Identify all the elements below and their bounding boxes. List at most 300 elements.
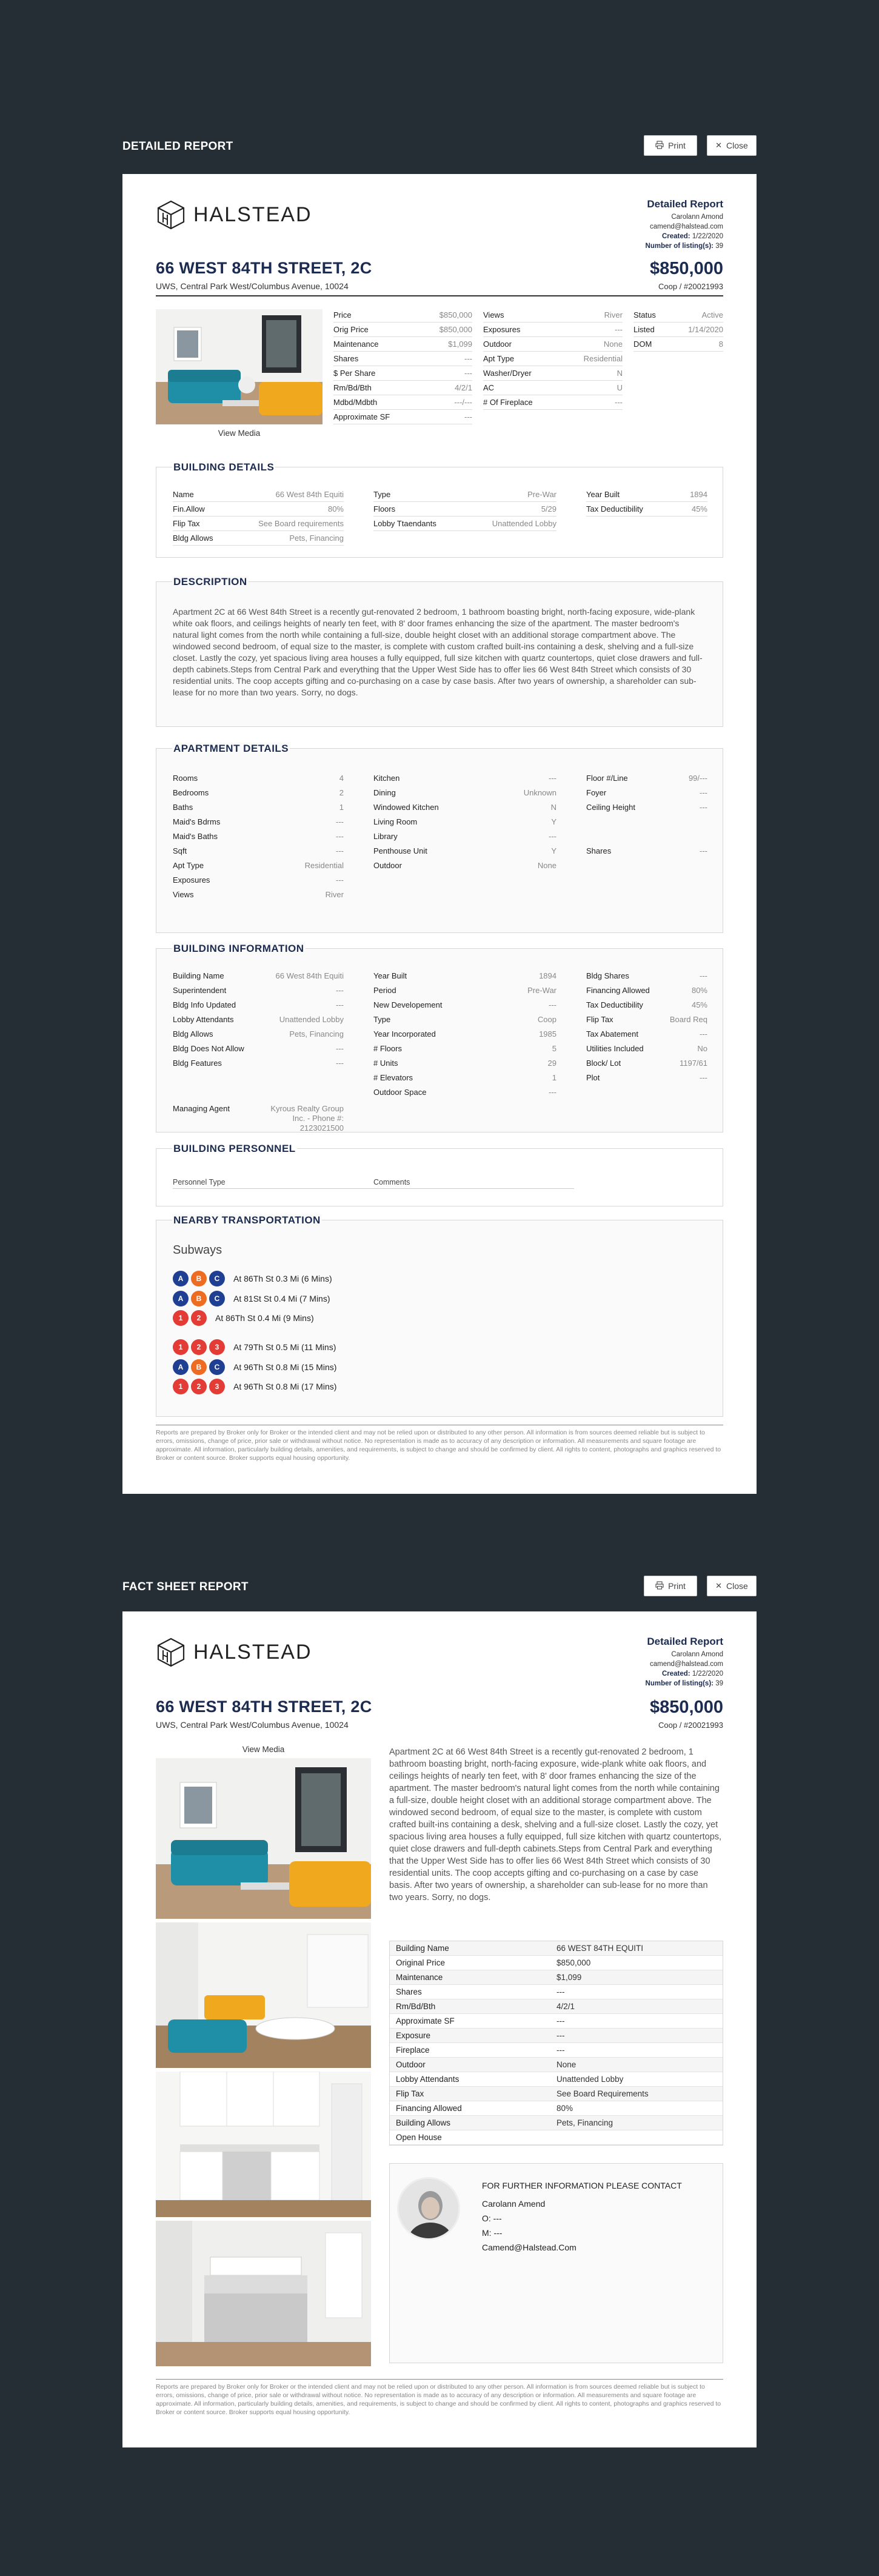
summary-label: Status: [633, 310, 656, 319]
building-detail-value: 66 West 84th Equiti: [275, 490, 344, 499]
building-detail-label: Type: [373, 490, 391, 499]
summary-row: [333, 381, 472, 395]
fact-row: [390, 2043, 723, 2058]
subway-line-badge-icon: 1: [173, 1339, 189, 1355]
listings-label: Number of listing(s):: [645, 1680, 714, 1687]
fact-label: Flip Tax: [396, 2089, 424, 2098]
print-button[interactable]: [644, 135, 697, 156]
summary-value: ---/---: [454, 398, 472, 407]
apartment-detail-row: [173, 800, 344, 814]
summary-row: [633, 308, 723, 323]
summary-value: U: [617, 383, 623, 392]
summary-row: [483, 381, 623, 395]
view-media-link[interactable]: View Media: [218, 429, 261, 438]
halstead-cube-icon: [156, 199, 186, 230]
fact-photo-living-room[interactable]: [156, 1758, 371, 1919]
summary-value: ---: [464, 354, 472, 363]
building-info-row: [173, 1041, 344, 1055]
listing-price: $850,000: [650, 1698, 723, 1717]
building-information-title: BUILDING INFORMATION: [173, 943, 304, 954]
building-info-label: # Units: [373, 1058, 398, 1068]
created-date: 1/22/2020: [692, 233, 723, 240]
building-personnel-title: BUILDING PERSONNEL: [173, 1143, 296, 1154]
fact-label: Maintenance: [396, 1973, 443, 1982]
summary-value: 8: [718, 340, 723, 349]
agent-name: Carolann Amond: [671, 1651, 723, 1658]
subway-station-row: [173, 1359, 336, 1375]
building-info-row: [373, 1055, 556, 1070]
fact-photo-kitchen[interactable]: [156, 2072, 371, 2217]
summary-label: Mdbd/Mdbth: [333, 398, 378, 407]
building-detail-label: Year Built: [586, 490, 620, 499]
apartment-detail-value: ---: [549, 831, 556, 841]
apartment-detail-value: ---: [336, 817, 344, 826]
summary-value: $1,099: [448, 340, 472, 349]
building-info-row: [586, 997, 707, 1012]
agent-name: Carolann Amond: [671, 213, 723, 221]
building-detail-row: [173, 487, 344, 502]
summary-row: [333, 308, 472, 323]
fact-label: Open House: [396, 2133, 442, 2142]
summary-row: [333, 337, 472, 352]
listing-coop-id: Coop / #20021993: [658, 282, 723, 291]
summary-value: River: [604, 310, 623, 319]
apartment-detail-label: Dining: [373, 788, 396, 797]
apartment-detail-label: Living Room: [373, 817, 418, 826]
fact-value: ---: [556, 2031, 565, 2040]
apartment-detail-label: Kitchen: [373, 773, 400, 783]
summary-row: [483, 323, 623, 337]
building-info-row: [586, 1070, 707, 1085]
apartment-detail-value: ---: [336, 875, 344, 885]
apartment-detail-row: [373, 843, 556, 858]
fact-label: Fireplace: [396, 2046, 430, 2055]
fact-row: [390, 2101, 723, 2116]
building-info-row: [586, 1012, 707, 1026]
building-info-row: [373, 1012, 556, 1026]
building-info-value: Board Req: [669, 1014, 707, 1024]
fact-label: Outdoor: [396, 2060, 426, 2069]
listing-neighborhood: UWS, Central Park West/Columbus Avenue, 10024: [156, 1720, 349, 1730]
summary-label: Listed: [633, 325, 655, 334]
fact-label: Exposure: [396, 2031, 431, 2040]
summary-value: ---: [464, 412, 472, 421]
fact-row: [390, 2130, 723, 2145]
subway-station-row: [173, 1271, 332, 1286]
fact-value: 66 WEST 84TH EQUITI: [556, 1944, 644, 1953]
apartment-detail-value: None: [537, 860, 556, 870]
managing-agent-line: Kyrous Realty Group: [270, 1104, 344, 1113]
subway-station-label: At 96Th St 0.8 Mi (17 Mins): [233, 1382, 337, 1391]
building-detail-label: Flip Tax: [173, 519, 200, 528]
building-info-row: [586, 1026, 707, 1041]
printer-icon: [655, 1581, 664, 1591]
subway-line-badge-icon: B: [191, 1359, 207, 1375]
building-personnel-section: [156, 1143, 723, 1206]
summary-row: [333, 366, 472, 381]
apartment-detail-row: [586, 771, 707, 785]
apartment-detail-label: Foyer: [586, 788, 607, 797]
building-detail-row: [586, 502, 707, 517]
subway-station-label: At 86Th St 0.4 Mi (9 Mins): [215, 1313, 314, 1323]
fact-row: [390, 1941, 723, 1956]
building-info-row: [173, 1055, 344, 1070]
subway-line-badge-icon: C: [209, 1291, 225, 1306]
building-detail-row: [373, 502, 556, 517]
apartment-detail-label: Ceiling Height: [586, 802, 635, 812]
building-info-label: Bldg Allows: [173, 1029, 213, 1039]
building-detail-value: See Board requirements: [258, 519, 344, 528]
building-info-value: ---: [336, 1000, 344, 1009]
fact-row: [390, 2072, 723, 2087]
fact-photo-bedroom[interactable]: [156, 2221, 371, 2366]
header-divider: [156, 295, 723, 296]
building-info-row: [373, 1070, 556, 1085]
apartment-details-title: APARTMENT DETAILS: [173, 743, 289, 754]
fact-label: Approximate SF: [396, 2016, 455, 2026]
nearby-transportation-section: [156, 1214, 723, 1417]
apartment-detail-value: ---: [336, 831, 344, 841]
building-info-row: [173, 983, 344, 997]
apartment-detail-label: Sqft: [173, 846, 187, 855]
apartment-detail-label: Rooms: [173, 773, 198, 783]
building-detail-label: Lobby Ttaendants: [373, 519, 436, 528]
summary-label: Washer/Dryer: [483, 369, 532, 378]
summary-label: Approximate SF: [333, 412, 390, 421]
contact-card: [389, 2163, 723, 2363]
building-info-label: Lobby Attendants: [173, 1014, 234, 1024]
summary-label: Rm/Bd/Bth: [333, 383, 372, 392]
building-info-label: New Developement: [373, 1000, 443, 1009]
building-detail-value: 5/29: [541, 504, 556, 514]
apartment-detail-label: Library: [373, 831, 398, 841]
subway-line-badge-icon: 1: [173, 1379, 189, 1394]
printer-icon: [655, 141, 664, 151]
apartment-detail-value: ---: [700, 788, 707, 797]
apartment-detail-label: Outdoor: [373, 860, 402, 870]
subway-station-label: At 79Th St 0.5 Mi (11 Mins): [233, 1342, 336, 1352]
building-info-label: Superintendent: [173, 985, 227, 995]
building-info-label: Bldg Info Updated: [173, 1000, 236, 1009]
summary-row: [333, 323, 472, 337]
fact-sheet-header: [122, 1576, 757, 1597]
contact-email[interactable]: Camend@Halstead.Com: [482, 2243, 577, 2252]
building-info-row: [373, 1026, 556, 1041]
building-detail-row: [373, 517, 556, 531]
subway-line-badge-icon: B: [191, 1271, 207, 1286]
fact-value: Unattended Lobby: [556, 2075, 624, 2084]
summary-label: Exposures: [483, 325, 521, 334]
building-detail-value: Pets, Financing: [289, 534, 344, 543]
building-detail-row: [173, 531, 344, 546]
summary-value: $850,000: [439, 325, 472, 334]
building-info-row: [173, 997, 344, 1012]
building-info-value: 80%: [691, 985, 707, 995]
summary-value: Residential: [583, 354, 623, 363]
building-info-row: [173, 968, 344, 983]
building-info-label: Type: [373, 1014, 391, 1024]
apartment-detail-row: [173, 843, 344, 858]
building-detail-row: [173, 502, 344, 517]
fact-label: Building Allows: [396, 2118, 451, 2127]
building-detail-row: [173, 517, 344, 531]
building-info-value: ---: [336, 1058, 344, 1068]
apartment-detail-label: Maid's Bdrms: [173, 817, 221, 826]
close-label: Close: [726, 1581, 748, 1591]
building-info-label: Bldg Features: [173, 1058, 222, 1068]
apartment-detail-label: Views: [173, 889, 194, 899]
building-info-value: 1985: [539, 1029, 556, 1039]
print-label: Print: [668, 141, 686, 150]
summary-row: [483, 337, 623, 352]
apartment-detail-value: ---: [336, 846, 344, 855]
apartment-detail-row: [173, 887, 344, 902]
apartment-detail-row: [373, 829, 556, 843]
apartment-detail-row: [586, 800, 707, 814]
managing-agent-value: [270, 1104, 344, 1133]
listing-address: 66 WEST 84TH STREET, 2C: [156, 259, 372, 277]
fact-value: 4/2/1: [556, 2002, 575, 2011]
close-icon: ✕: [715, 1581, 723, 1590]
close-button[interactable]: [707, 135, 757, 156]
close-button[interactable]: [707, 1576, 757, 1596]
halstead-logo: [156, 1637, 312, 1667]
summary-row: [483, 366, 623, 381]
contact-name: Carolann Amend: [482, 2199, 546, 2209]
building-info-label: Tax Abatement: [586, 1029, 638, 1039]
building-info-value: 1894: [539, 971, 556, 980]
building-detail-label: Floors: [373, 504, 396, 514]
building-info-value: ---: [549, 1087, 556, 1097]
apartment-detail-row: [373, 858, 556, 872]
agent-email: camend@halstead.com: [650, 223, 723, 230]
building-detail-label: Tax Deductibility: [586, 504, 643, 514]
halstead-logo: [156, 199, 312, 230]
building-info-row: [586, 983, 707, 997]
building-info-label: Utilities Included: [586, 1043, 644, 1053]
apartment-detail-row: [173, 872, 344, 887]
listing-coop-id: Coop / #20021993: [658, 1721, 723, 1730]
listing-price: $850,000: [650, 259, 723, 278]
managing-agent-row: [173, 1104, 344, 1133]
summary-row: [333, 352, 472, 366]
apartment-detail-value: ---: [700, 802, 707, 812]
building-info-value: ---: [700, 971, 707, 980]
building-info-value: 45%: [691, 1000, 707, 1009]
building-info-value: 66 West 84th Equiti: [275, 971, 344, 980]
summary-label: Price: [333, 310, 352, 319]
subway-line-badge-icon: 3: [209, 1339, 225, 1355]
fact-description-text: Apartment 2C at 66 West 84th Street is a recently gut-renovated 2 bedroom, 1 bathroom boasting bright, north-facing exposure, wide-plank white oak floors, and ceilings heights of nearly ten feet, with 8' door frames enhancing the size of the apartment. The master bedroom's natural light comes from the north while containing a full-size, double height closet with an additional storage compartment above. The windowed second bedroom, of equal size to the master, is complete with custom crafted built-ins containing a desk, shelving and a full-size closet. Lastly the cozy, yet spacious living area houses a fully equipped, full size kitchen with quartz countertops, quiet close drawers and full-depth cabinets.Steps from Central Park and everything that the Upper West Side has to offer lies 66 West 84th Street which consists of 30 residential units. The coop accepts gifting and co-purchasing on a case by case basis. After two years of ownership, a shareholder can sub-lease for no more than two years. Sorry, no dogs.: [389, 1747, 722, 1902]
building-details-section: [156, 461, 723, 558]
building-info-row: [173, 1026, 344, 1041]
apartment-detail-row: [586, 785, 707, 800]
apartment-detail-value: 99/---: [688, 773, 707, 783]
apartment-detail-label: Shares: [586, 846, 612, 855]
building-detail-label: Name: [173, 490, 194, 499]
building-info-label: Building Name: [173, 971, 224, 980]
building-info-row: [586, 1055, 707, 1070]
building-details-title: BUILDING DETAILS: [173, 461, 275, 473]
fact-value: ---: [556, 2016, 565, 2026]
building-info-row: [173, 1012, 344, 1026]
building-info-row: [373, 1085, 556, 1099]
building-detail-value: Pre-War: [527, 490, 556, 499]
fact-row: [390, 2087, 723, 2101]
building-info-label: Year Incorporated: [373, 1029, 436, 1039]
description-text: Apartment 2C at 66 West 84th Street is a recently gut-renovated 2 bedroom, 1 bathroom boasting bright, north-facing exposure, wide-plank white oak floors, and ceilings heights of nearly ten feet, with 8' door frames enhancing the size of the apartment. The master bedroom's natural light comes from the north while containing a full-size, double height closet with an additional storage compartment above. The windowed second bedroom, of equal size to the master, is complete with custom crafted built-ins containing a desk, shelving and a full-size closet. Lastly the cozy, yet spacious living area houses a fully equipped, full size kitchen with quartz countertops, quiet close drawers and full-depth cabinets.Steps from Central Park and everything that the Upper West Side has to offer lies 66 West 84th Street which consists of 30 residential units. The coop accepts gifting and co-purchasing on a case by case basis. After two years of ownership, a shareholder can sub-lease for no more than two years. Sorry, no dogs.: [173, 607, 703, 697]
building-info-row: [586, 1041, 707, 1055]
subway-station-row: [173, 1291, 330, 1306]
summary-row: [483, 308, 623, 323]
detailed-report-header: [122, 135, 757, 157]
fact-row: [390, 2058, 723, 2072]
building-info-label: # Elevators: [373, 1072, 413, 1082]
contact-office-phone: O: ---: [482, 2213, 502, 2223]
subway-line-badge-icon: B: [191, 1291, 207, 1306]
brand-name: HALSTEAD: [193, 1640, 312, 1664]
created-label: Created:: [661, 233, 690, 240]
listing-neighborhood: UWS, Central Park West/Columbus Avenue, 10024: [156, 281, 349, 291]
apartment-detail-value: 1: [339, 802, 344, 812]
apartment-detail-value: River: [325, 889, 344, 899]
fact-row: [390, 1985, 723, 1999]
fact-value: None: [556, 2060, 577, 2069]
summary-value: ---: [615, 325, 623, 334]
summary-value: N: [617, 369, 623, 378]
summary-label: $ Per Share: [333, 369, 376, 378]
fact-value: $850,000: [556, 1958, 591, 1967]
fact-sheet-page: [122, 1611, 757, 2447]
summary-row: [333, 410, 472, 424]
building-info-value: ---: [700, 1029, 707, 1039]
fact-sheet-title: FACT SHEET REPORT: [122, 1581, 249, 1593]
print-button[interactable]: [644, 1576, 697, 1596]
listings-count: 39: [715, 1680, 723, 1687]
fact-label: Lobby Attendants: [396, 2075, 460, 2084]
apartment-detail-label: Windowed Kitchen: [373, 802, 439, 812]
fact-row: [390, 2029, 723, 2043]
disclaimer-footer: Reports are prepared by Broker only for Broker or the intended client and may not be relied upon or distributed to any other person. All information is from sources deemed reliable but is subject to errors, omissions, change of price, prior sale or withdrawal without notice. No representation is made as to accuracy of any description or information. All measurements and square footage are approximate. All information, particularly building details, amenities, and requirements, is subject to change and should be confirmed by client. All rights to content, photographs and graphics reserved to Broker or content source. Broker supports equal housing opportunity.: [156, 1425, 723, 1462]
building-info-value: No: [697, 1043, 707, 1053]
report-info: [646, 1636, 723, 1688]
report-info: [646, 198, 723, 251]
created-date: 1/22/2020: [692, 1670, 723, 1678]
subway-station-label: At 96Th St 0.8 Mi (15 Mins): [233, 1362, 337, 1372]
view-media-link[interactable]: View Media: [242, 1745, 285, 1754]
fact-label: Financing Allowed: [396, 2104, 462, 2113]
apartment-detail-row: [586, 814, 707, 829]
summary-label: Apt Type: [483, 354, 515, 363]
subways-heading: Subways: [173, 1243, 222, 1257]
apartment-detail-value: ---: [700, 846, 707, 855]
managing-agent-line: Inc. - Phone #:: [292, 1114, 344, 1123]
subway-station-row: [173, 1310, 314, 1326]
summary-label: AC: [483, 383, 495, 392]
apartment-detail-row: [373, 814, 556, 829]
listings-label: Number of listing(s):: [645, 243, 714, 250]
apartment-detail-row: [173, 771, 344, 785]
listing-address: 66 WEST 84TH STREET, 2C: [156, 1698, 372, 1716]
summary-label: Orig Price: [333, 325, 369, 334]
building-info-value: Coop: [537, 1014, 556, 1024]
description-title: DESCRIPTION: [173, 576, 247, 587]
building-info-value: Unattended Lobby: [279, 1014, 344, 1024]
building-info-row: [373, 997, 556, 1012]
building-info-label: # Floors: [373, 1043, 402, 1053]
building-info-row: [373, 983, 556, 997]
managing-agent-line: 2123021500: [299, 1123, 344, 1132]
summary-value: ---: [464, 369, 472, 378]
fact-photo-dining[interactable]: [156, 1922, 371, 2068]
contact-title: FOR FURTHER INFORMATION PLEASE CONTACT: [482, 2181, 682, 2190]
apartment-detail-row: [173, 814, 344, 829]
apartment-detail-value: N: [550, 802, 556, 812]
listing-photo-living-room[interactable]: [156, 309, 323, 424]
fact-value: ---: [556, 2046, 565, 2055]
detailed-report-page: [122, 174, 757, 1494]
apartment-detail-label: Floor #/Line: [586, 773, 628, 783]
summary-value: $850,000: [439, 310, 472, 319]
summary-row: [633, 323, 723, 337]
apartment-detail-label: Penthouse Unit: [373, 846, 427, 855]
building-info-label: Flip Tax: [586, 1014, 613, 1024]
building-info-label: Bldg Shares: [586, 971, 629, 980]
summary-label: Outdoor: [483, 340, 512, 349]
apartment-detail-row: [173, 858, 344, 872]
fact-label: Rm/Bd/Bth: [396, 2002, 436, 2011]
apartment-detail-row: [373, 800, 556, 814]
subway-line-badge-icon: C: [209, 1271, 225, 1286]
listings-count: 39: [715, 243, 723, 250]
building-detail-value: 45%: [691, 504, 707, 514]
building-info-label: Period: [373, 985, 396, 995]
fact-value: $1,099: [556, 1973, 582, 1982]
summary-value: ---: [615, 398, 623, 407]
subway-line-badge-icon: C: [209, 1359, 225, 1375]
building-detail-row: [373, 487, 556, 502]
disclaimer-footer: Reports are prepared by Broker only for Broker or the intended client and may not be relied upon or distributed to any other person. All information is from sources deemed reliable but is subject to errors, omissions, change of price, prior sale or withdrawal without notice. No representation is made as to accuracy of any description or information. All measurements and square footage are approximate. All information, particularly building details, amenities, and requirements, is subject to change and should be confirmed by client. All rights to content, photographs and graphics reserved to Broker or content source. Broker supports equal housing opportunity.: [156, 2379, 723, 2417]
fact-row: [390, 1970, 723, 1985]
apartment-detail-value: Y: [551, 846, 556, 855]
apartment-detail-row: [173, 785, 344, 800]
apartment-detail-label: Baths: [173, 802, 193, 812]
summary-label: # Of Fireplace: [483, 398, 533, 407]
subway-line-badge-icon: 2: [191, 1310, 207, 1326]
subway-station-row: [173, 1339, 336, 1355]
summary-label: Shares: [333, 354, 359, 363]
close-label: Close: [726, 141, 748, 150]
subway-line-badge-icon: A: [173, 1359, 189, 1375]
subway-line-badge-icon: 2: [191, 1339, 207, 1355]
halstead-cube-icon: [156, 1637, 186, 1667]
summary-label: DOM: [633, 340, 652, 349]
apartment-detail-label: Bedrooms: [173, 788, 209, 797]
apartment-detail-value: 2: [339, 788, 344, 797]
summary-row: [483, 352, 623, 366]
building-info-label: Outdoor Space: [373, 1087, 427, 1097]
building-info-value: ---: [336, 985, 344, 995]
building-info-label: Financing Allowed: [586, 985, 650, 995]
building-detail-label: Bldg Allows: [173, 534, 213, 543]
fact-row: [390, 2014, 723, 2029]
agent-email: camend@halstead.com: [650, 1661, 723, 1668]
close-icon: ✕: [715, 141, 723, 150]
building-info-label: Year Built: [373, 971, 407, 980]
building-info-value: 5: [552, 1043, 556, 1053]
personnel-type-header: Personnel Type: [173, 1178, 373, 1189]
building-detail-value: 80%: [327, 504, 344, 514]
